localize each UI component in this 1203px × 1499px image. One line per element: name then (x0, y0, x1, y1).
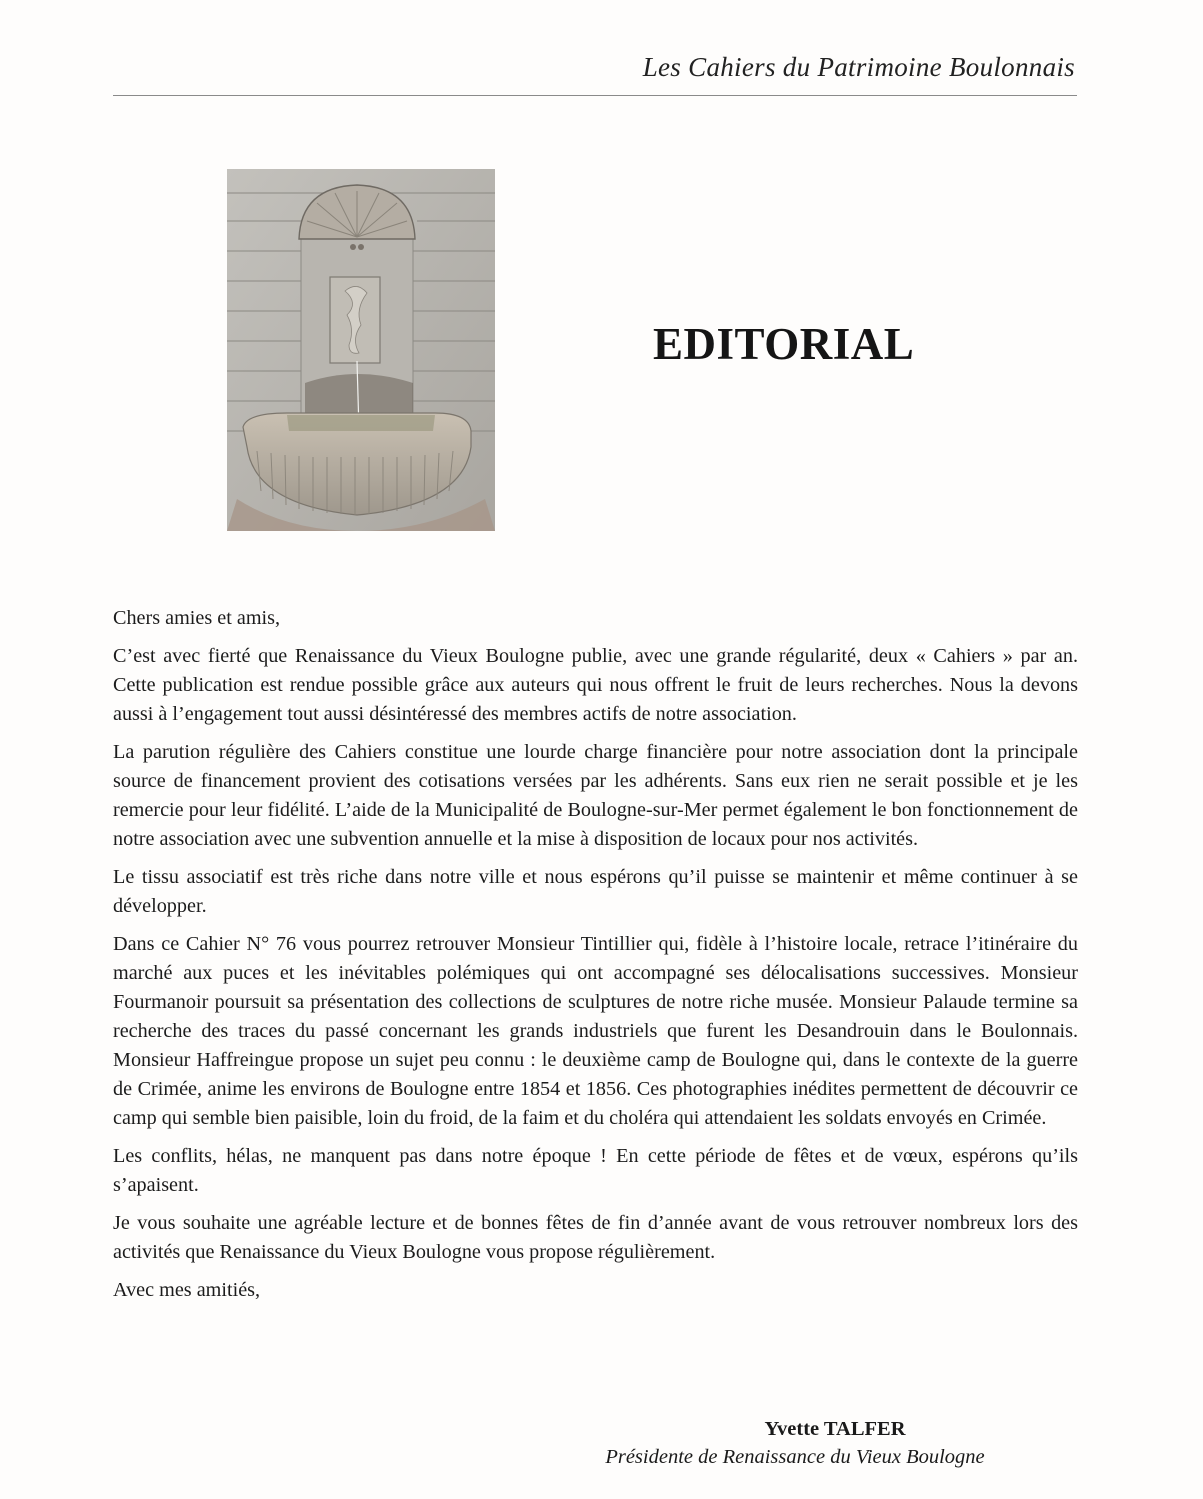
paragraph: Les conflits, hélas, ne manquent pas dans notre époque ! En cette période de fêtes et de vœux, espérons qu’ils s’apaisent. (113, 1145, 1078, 1196)
header-rule (113, 95, 1077, 97)
signature-block (560, 1415, 1030, 1471)
salutation: Chers amies et amis, (113, 607, 281, 629)
running-head: Les Cahiers du Patrimoine Boulonnais (642, 52, 1075, 82)
paragraph: Le tissu associatif est très riche dans notre ville et nous espérons qu’il puisse se maintenir et même continuer à se développer. (113, 866, 1078, 917)
paragraph: Je vous souhaite une agréable lecture et de bonnes fêtes de fin d’année avant de vous retrouver nombreux lors des activités que Renaissance du Vieux Boulogne vous propose régulièrement. (113, 1212, 1078, 1263)
fountain-photo-drawing (227, 169, 495, 531)
closing: Avec mes amitiés, (113, 1279, 261, 1301)
paragraph: La parution régulière des Cahiers constitue une lourde charge financière pour notre association dont la principale source de financement provient des cotisations versées par les adhérents. Sans eux rien ne serait possible et je les remercie pour leur fidélité. L’aide de la Municipalité de Boulogne-sur-Mer permet également le bon fonctionnement de notre association avec une subvention annuelle et la mise à disposition de locaux pour nos activités. (113, 741, 1078, 850)
paragraph: Dans ce Cahier N° 76 vous pourrez retrouver Monsieur Tintillier qui, fidèle à l’histoire locale, retrace l’itinéraire du marché aux puces et les inévitables polémiques qui ont accompagné ses délocalisations successives. Monsieur Fourmanoir poursuit sa présentation des collections de sculptures de notre riche musée. Monsieur Palaude termine sa recherche des traces du passé concernant les grands industriels que furent les Desandrouin dans le Boulonnais. Monsieur Haffreingue propose un sujet peu connu : le deuxième camp de Boulogne qui, dans le contexte de la guerre de Crimée, anime les environs de Boulogne entre 1854 et 1856. Ces photographies inédites permettent de découvrir ce camp qui semble bien paisible, loin du froid, de la faim et du choléra qui attendaient les soldats envoyés en Crimée. (113, 933, 1078, 1129)
editorial-letter (113, 604, 1078, 1314)
fountain-photo (227, 169, 495, 531)
paragraph: C’est avec fierté que Renaissance du Vieux Boulogne publie, avec une grande régularité, deux « Cahiers » par an. Cette publication est rendue possible grâce aux auteurs qui nous offrent le fruit de leurs recherches. Nous la devons aussi à l’engagement tout aussi désintéressé des membres actifs de notre association. (113, 645, 1078, 725)
page-title: EDITORIAL (653, 319, 915, 369)
signature-name: Yvette TALFER (764, 1418, 906, 1440)
signature-role: Présidente de Renaissance du Vieux Boulogne (605, 1446, 985, 1468)
